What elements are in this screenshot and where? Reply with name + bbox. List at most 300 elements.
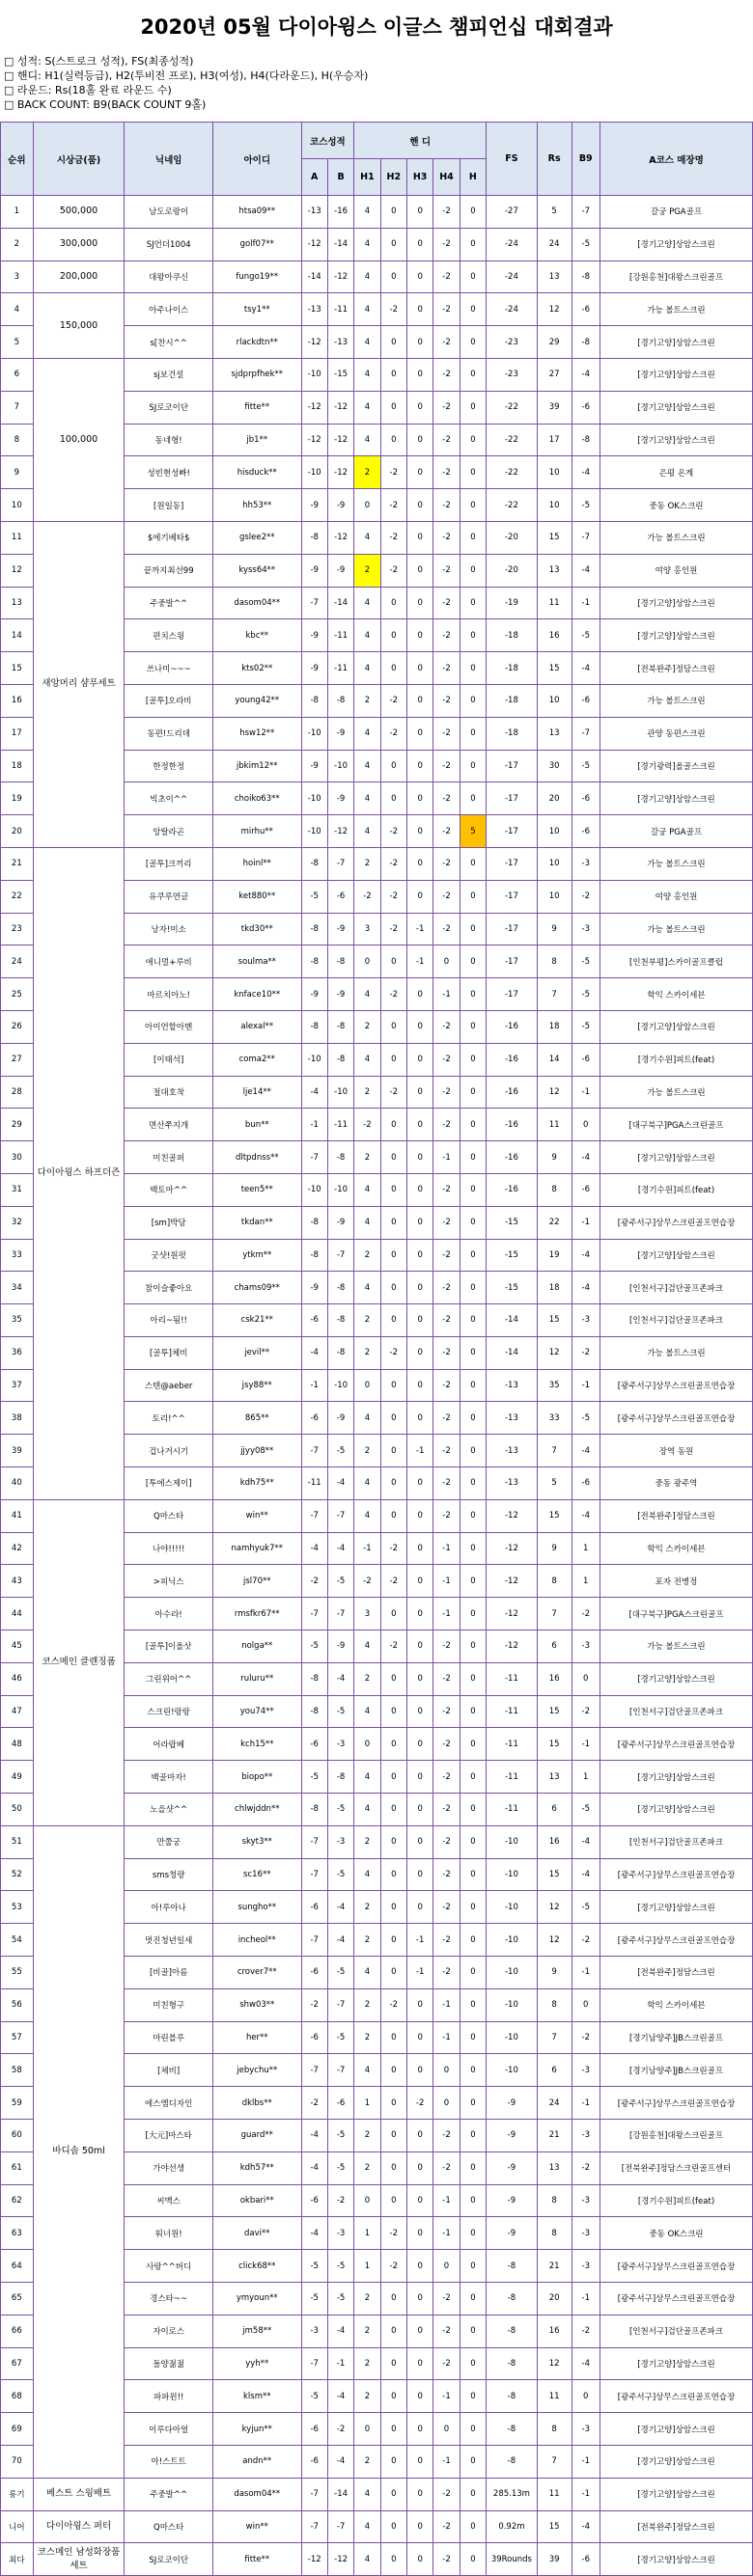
cell-a: -10 [301,456,327,489]
cell-fs: -11 [487,1794,538,1826]
cell-a: -8 [301,684,327,717]
cell-b: -14 [327,587,353,619]
cell-a: -9 [301,750,327,782]
cell-h3: 0 [406,619,432,652]
cell-h3: 0 [406,1369,432,1402]
cell-b9: 0 [572,1988,600,2021]
cell-h3: 0 [406,587,432,619]
cell-course: 여양 홍인원 [600,880,752,913]
cell-h1: 4 [354,391,380,424]
cell-b9: -3 [572,847,600,880]
cell-h2: 0 [380,587,406,619]
cell-id: kbc** [212,619,301,652]
cell-course: [광주서구]상무스크린골프연습장 [600,2250,752,2283]
cell-rank: 22 [1,880,34,913]
cell-h1: 4 [354,1858,380,1891]
cell-course: [인천서구]검단골프존파크 [600,1304,752,1337]
cell-h1: 4 [354,424,380,456]
cell-h2: -2 [380,1565,406,1598]
cell-fs: -12 [487,1631,538,1663]
cell-rs: 12 [537,1336,572,1369]
cell-h: 0 [460,913,486,945]
cell-h3: -1 [406,913,432,945]
cell-nickname: 백토마^^ [125,1173,213,1206]
cell-h3: 0 [406,1565,432,1598]
cell-b9: -8 [572,260,600,293]
cell-h1: 2 [354,1336,380,1369]
cell-b: -8 [327,1304,353,1337]
cell-rank: 4 [1,293,34,326]
cell-id: fitte** [212,2543,301,2576]
cell-course: [경기고양]상암스크린 [600,2445,752,2478]
cell-id: young42** [212,684,301,717]
col-h: H [460,159,486,196]
cell-h1: 4 [354,1402,380,1435]
cell-h: 0 [460,2283,486,2316]
cell-b9: -4 [572,554,600,587]
cell-h3: 0 [406,489,432,522]
cell-h2: 0 [380,391,406,424]
cell-rank: 46 [1,1662,34,1695]
col-handicap: 핸 디 [354,123,487,159]
cell-h2: 0 [380,2543,406,2576]
cell-nickname: s[찬시^^ [125,326,213,359]
cell-course: 가능 볼트스크린 [600,521,752,554]
cell-h4: -2 [433,2543,460,2576]
cell-h: 0 [460,1467,486,1500]
cell-h: 0 [460,1043,486,1076]
cell-h3: 0 [406,260,432,293]
cell-a: -4 [301,1532,327,1565]
cell-h1: 2 [354,1076,380,1109]
cell-course: [인천부평]스카이골프클럽 [600,945,752,978]
cell-id: jebychu** [212,2054,301,2087]
cell-b9: -5 [572,750,600,782]
cell-rs: 22 [537,1206,572,1239]
cell-nickname: 남도로랑이 [125,196,213,229]
cell-h4: -2 [433,1272,460,1304]
cell-course: [경기고양]상암스크린 [600,1794,752,1826]
cell-b: -5 [327,1435,353,1467]
cell-rs: 11 [537,1109,572,1141]
cell-rank: 20 [1,815,34,848]
cell-rs: 13 [537,554,572,587]
cell-b9: -3 [572,2413,600,2446]
cell-b: -7 [327,1499,353,1532]
cell-fs: 0.92m [487,2510,538,2543]
cell-fs: -18 [487,652,538,685]
cell-a: -7 [301,1858,327,1891]
cell-fs: -14 [487,1304,538,1337]
cell-b: -10 [327,750,353,782]
cell-h: 0 [460,1206,486,1239]
cell-rank: 44 [1,1598,34,1631]
cell-h4: -2 [433,1402,460,1435]
col-a: A [301,159,327,196]
cell-rank: 42 [1,1532,34,1565]
cell-rs: 35 [537,1369,572,1402]
cell-b9: -7 [572,521,600,554]
cell-h1: 2 [354,2315,380,2347]
cell-b9: -1 [572,2087,600,2120]
cell-id: ruluru** [212,1662,301,1695]
cell-h1: -2 [354,1565,380,1598]
cell-prize: 500,000 [33,196,125,229]
cell-h4: -2 [433,1109,460,1141]
cell-rs: 17 [537,424,572,456]
cell-fs: 285.13m [487,2478,538,2510]
cell-a: -7 [301,2510,327,2543]
cell-h: 0 [460,2413,486,2446]
cell-h3: 0 [406,684,432,717]
cell-h1: 4 [354,1173,380,1206]
cell-h1: 2 [354,847,380,880]
cell-prize: 100,000 [33,358,125,521]
cell-h4: -2 [433,554,460,587]
cell-h1: 4 [354,978,380,1011]
cell-id: dasom04** [212,2478,301,2510]
cell-id: click68** [212,2250,301,2283]
cell-fs: -16 [487,1173,538,1206]
cell-h2: 0 [380,2151,406,2184]
cell-course: [광주서구]상무스크린골프연습장 [600,2087,752,2120]
col-b9: B9 [572,123,600,196]
col-id: 아이디 [212,123,301,196]
cell-h2: 0 [380,1109,406,1141]
cell-h1: 2 [354,2151,380,2184]
cell-b9: -3 [572,1304,600,1337]
cell-h2: 0 [380,782,406,815]
cell-h3: 0 [406,2315,432,2347]
cell-fs: -13 [487,1467,538,1500]
cell-fs: -10 [487,1924,538,1957]
cell-h2: -2 [380,978,406,1011]
cell-h3: 0 [406,1336,432,1369]
cell-h1: 0 [354,489,380,522]
cell-h1: 2 [354,1825,380,1858]
cell-h2: 0 [380,2347,406,2380]
cell-rank: 70 [1,2445,34,2478]
cell-h: 0 [460,456,486,489]
cell-rs: 20 [537,782,572,815]
cell-rank: 17 [1,717,34,750]
cell-fs: -22 [487,489,538,522]
cell-course: [경기고양]상암스크린 [600,619,752,652]
cell-prize: 새앙머리 샴푸세트 [33,521,125,847]
cell-course: 가능 볼트스크린 [600,1336,752,1369]
cell-fs: -8 [487,2283,538,2316]
cell-fs: -9 [487,2087,538,2120]
cell-h: 0 [460,750,486,782]
cell-b9: -4 [572,2510,600,2543]
cell-h: 0 [460,1141,486,1174]
cell-rank: 11 [1,521,34,554]
cell-course: [광주서구]상무스크린골프연습장 [600,2283,752,2316]
cell-rs: 5 [537,1467,572,1500]
cell-fs: -11 [487,1662,538,1695]
cell-h: 0 [460,293,486,326]
cell-b9: -5 [572,1794,600,1826]
cell-course: 여양 홍인원 [600,554,752,587]
cell-rs: 10 [537,880,572,913]
cell-nickname: $에기베타$ [125,521,213,554]
cell-h2: 0 [380,1794,406,1826]
cell-h4: -2 [433,1728,460,1761]
cell-h2: 0 [380,2184,406,2217]
cell-b: -5 [327,1695,353,1728]
cell-a: -5 [301,880,327,913]
col-rs: Rs [537,123,572,196]
cell-a: -6 [301,2184,327,2217]
cell-h3: 0 [406,978,432,1011]
cell-id: her** [212,2021,301,2054]
cell-b: -8 [327,945,353,978]
cell-course: 포자 전병정 [600,1565,752,1598]
cell-b: -9 [327,913,353,945]
cell-rs: 6 [537,1631,572,1663]
cell-h4: -1 [433,1141,460,1174]
cell-prize: 베스트 스윙배트 [33,2478,125,2510]
cell-a: -6 [301,2413,327,2446]
cell-b9: -4 [572,1272,600,1304]
cell-h2: -2 [380,456,406,489]
cell-h2: 0 [380,1304,406,1337]
cell-b: -13 [327,326,353,359]
cell-fs: -24 [487,293,538,326]
cell-fs: -23 [487,358,538,391]
cell-a: -5 [301,2283,327,2316]
cell-h3: 0 [406,391,432,424]
cell-h2: -2 [380,2217,406,2250]
cell-fs: -9 [487,2151,538,2184]
cell-h: 0 [460,2120,486,2152]
cell-a: -9 [301,619,327,652]
cell-h3: 0 [406,1825,432,1858]
cell-a: -7 [301,2478,327,2510]
cell-a: -10 [301,782,327,815]
cell-b: -3 [327,1728,353,1761]
cell-h1: 4 [354,2478,380,2510]
cell-fs: -15 [487,1239,538,1272]
cell-a: -12 [301,424,327,456]
cell-b9: -1 [572,1076,600,1109]
cell-rank: 47 [1,1695,34,1728]
cell-nickname: 백골마자! [125,1761,213,1794]
cell-b: -5 [327,2120,353,2152]
cell-nickname: [sm]박담 [125,1206,213,1239]
cell-rs: 21 [537,2120,572,2152]
cell-b: -7 [327,2054,353,2087]
cell-b: -11 [327,652,353,685]
cell-course: [경기고양]상암스크린 [600,1761,752,1794]
cell-h2: 0 [380,1369,406,1402]
cell-prize: 바디솝 50ml [33,1825,125,2478]
cell-h4: -2 [433,1631,460,1663]
cell-id: chlwjddn** [212,1794,301,1826]
cell-b9: -1 [572,587,600,619]
cell-b9: 0 [572,1662,600,1695]
cell-course: [경기고양]상암스크린 [600,1141,752,1174]
cell-rank: 16 [1,684,34,717]
cell-h2: 0 [380,1957,406,1989]
cell-h2: -2 [380,293,406,326]
cell-course: [강원홍천]대왕스크린골프 [600,2120,752,2152]
cell-rank: 33 [1,1239,34,1272]
cell-h4: -2 [433,2478,460,2510]
cell-nickname: 노을샷^^ [125,1794,213,1826]
cell-fs: -12 [487,1598,538,1631]
cell-a: -6 [301,1402,327,1435]
cell-rs: 39 [537,2543,572,2576]
cell-fs: -13 [487,1435,538,1467]
cell-nickname: 참이슬좋아요 [125,1272,213,1304]
cell-b: -9 [327,782,353,815]
cell-b9: -8 [572,326,600,359]
table-row [1,1499,753,1532]
cell-h3: 0 [406,326,432,359]
cell-b: -7 [327,1239,353,1272]
cell-fs: -17 [487,880,538,913]
cell-a: -8 [301,1206,327,1239]
table-row [1,521,753,554]
cell-fs: -27 [487,196,538,229]
cell-b9: -6 [572,1173,600,1206]
cell-h2: 0 [380,424,406,456]
cell-h2: 0 [380,1010,406,1043]
cell-h4: -1 [433,2217,460,2250]
cell-nickname: >피닉스 [125,1565,213,1598]
cell-h3: 0 [406,2283,432,2316]
cell-b: -7 [327,2510,353,2543]
cell-rank: 40 [1,1467,34,1500]
cell-nickname: SJ언더1004 [125,228,213,260]
cell-h2: 0 [380,2510,406,2543]
cell-nickname: 끝까지최선99 [125,554,213,587]
cell-a: -6 [301,2445,327,2478]
table-row [1,2478,753,2510]
cell-h1: 2 [354,2283,380,2316]
cell-b9: -3 [572,2250,600,2283]
cell-h4: -1 [433,1988,460,2021]
cell-h4: -2 [433,1499,460,1532]
cell-course: 가능 볼트스크린 [600,293,752,326]
cell-rank: 21 [1,847,34,880]
cell-h3: -1 [406,945,432,978]
cell-nickname: 주중발^^ [125,587,213,619]
cell-h4: 0 [433,945,460,978]
cell-h1: 4 [354,1794,380,1826]
cell-id: jb1** [212,424,301,456]
cell-h3: 0 [406,1010,432,1043]
cell-nickname: 스크린!랑랑 [125,1695,213,1728]
legend-backcount: □ BACK COUNT: B9(BACK COUNT 9홀) [4,98,207,111]
cell-nickname: 동편!드리데 [125,717,213,750]
cell-rs: 16 [537,1825,572,1858]
cell-h: 0 [460,847,486,880]
cell-a: -8 [301,847,327,880]
cell-h3: -1 [406,1924,432,1957]
cell-h2: -2 [380,521,406,554]
cell-nickname: 아!루아나 [125,1891,213,1924]
cell-rank: 23 [1,913,34,945]
cell-nickname: 아!스트트 [125,2445,213,2478]
cell-h4: -2 [433,2120,460,2152]
cell-h: 0 [460,2021,486,2054]
cell-nickname: 굿샷!원펏 [125,1239,213,1272]
cell-course: [경기고양]상암스크린 [600,358,752,391]
cell-b9: -1 [572,1369,600,1402]
cell-nickname: 한정한정 [125,750,213,782]
cell-h4: -2 [433,684,460,717]
cell-b: -11 [327,619,353,652]
cell-h: 0 [460,1598,486,1631]
cell-h1: 4 [354,815,380,848]
cell-h4: -2 [433,2283,460,2316]
cell-h1: 4 [354,1043,380,1076]
cell-h4: -2 [433,1891,460,1924]
cell-course: [전북완주]정담스크린 [600,652,752,685]
cell-nickname: 유쿠루연글 [125,880,213,913]
cell-h1: 2 [354,1239,380,1272]
cell-b9: -1 [572,2283,600,2316]
cell-h: 0 [460,684,486,717]
cell-id: namhyuk7** [212,1532,301,1565]
cell-rs: 19 [537,1239,572,1272]
cell-id: 865** [212,1402,301,1435]
cell-b9: -6 [572,1467,600,1500]
cell-id: tsy1** [212,293,301,326]
cell-h4: -2 [433,1336,460,1369]
cell-h2: 0 [380,2445,406,2478]
cell-rs: 24 [537,228,572,260]
cell-rs: 20 [537,2283,572,2316]
cell-course: 갈궁 PGA골프 [600,196,752,229]
cell-course: [경기남양주]JB스크린골프 [600,2021,752,2054]
cell-rs: 10 [537,684,572,717]
cell-h1: 1 [354,2087,380,2120]
cell-nickname: 돌양젊젊 [125,2347,213,2380]
cell-h1: 4 [354,1467,380,1500]
cell-b9: -3 [572,2184,600,2217]
cell-h4: -2 [433,1662,460,1695]
cell-nickname: [원일동] [125,489,213,522]
cell-rank: 1 [1,196,34,229]
cell-a: -9 [301,1272,327,1304]
cell-course: [경기고양]상암스크린 [600,2543,752,2576]
cell-h1: -1 [354,1532,380,1565]
cell-h2: -2 [380,847,406,880]
cell-b9: -6 [572,391,600,424]
cell-nickname: 앙탈라곤 [125,815,213,848]
cell-h3: 0 [406,456,432,489]
cell-course: [인천서구]검단골프존파크 [600,1825,752,1858]
cell-h3: 0 [406,1076,432,1109]
cell-h2: 0 [380,1891,406,1924]
cell-h: 0 [460,1794,486,1826]
cell-id: dltpdnss** [212,1141,301,1174]
cell-nickname: 면산쭈지개 [125,1109,213,1141]
cell-course: [경기고양]상암스크린 [600,391,752,424]
cell-h4: -2 [433,1695,460,1728]
cell-h2: 0 [380,196,406,229]
cell-b9: -2 [572,1598,600,1631]
cell-h: 0 [460,1435,486,1467]
cell-rank: 14 [1,619,34,652]
cell-h3: 0 [406,782,432,815]
cell-h4: -2 [433,1369,460,1402]
cell-b: -12 [327,456,353,489]
cell-h3: 0 [406,2120,432,2152]
